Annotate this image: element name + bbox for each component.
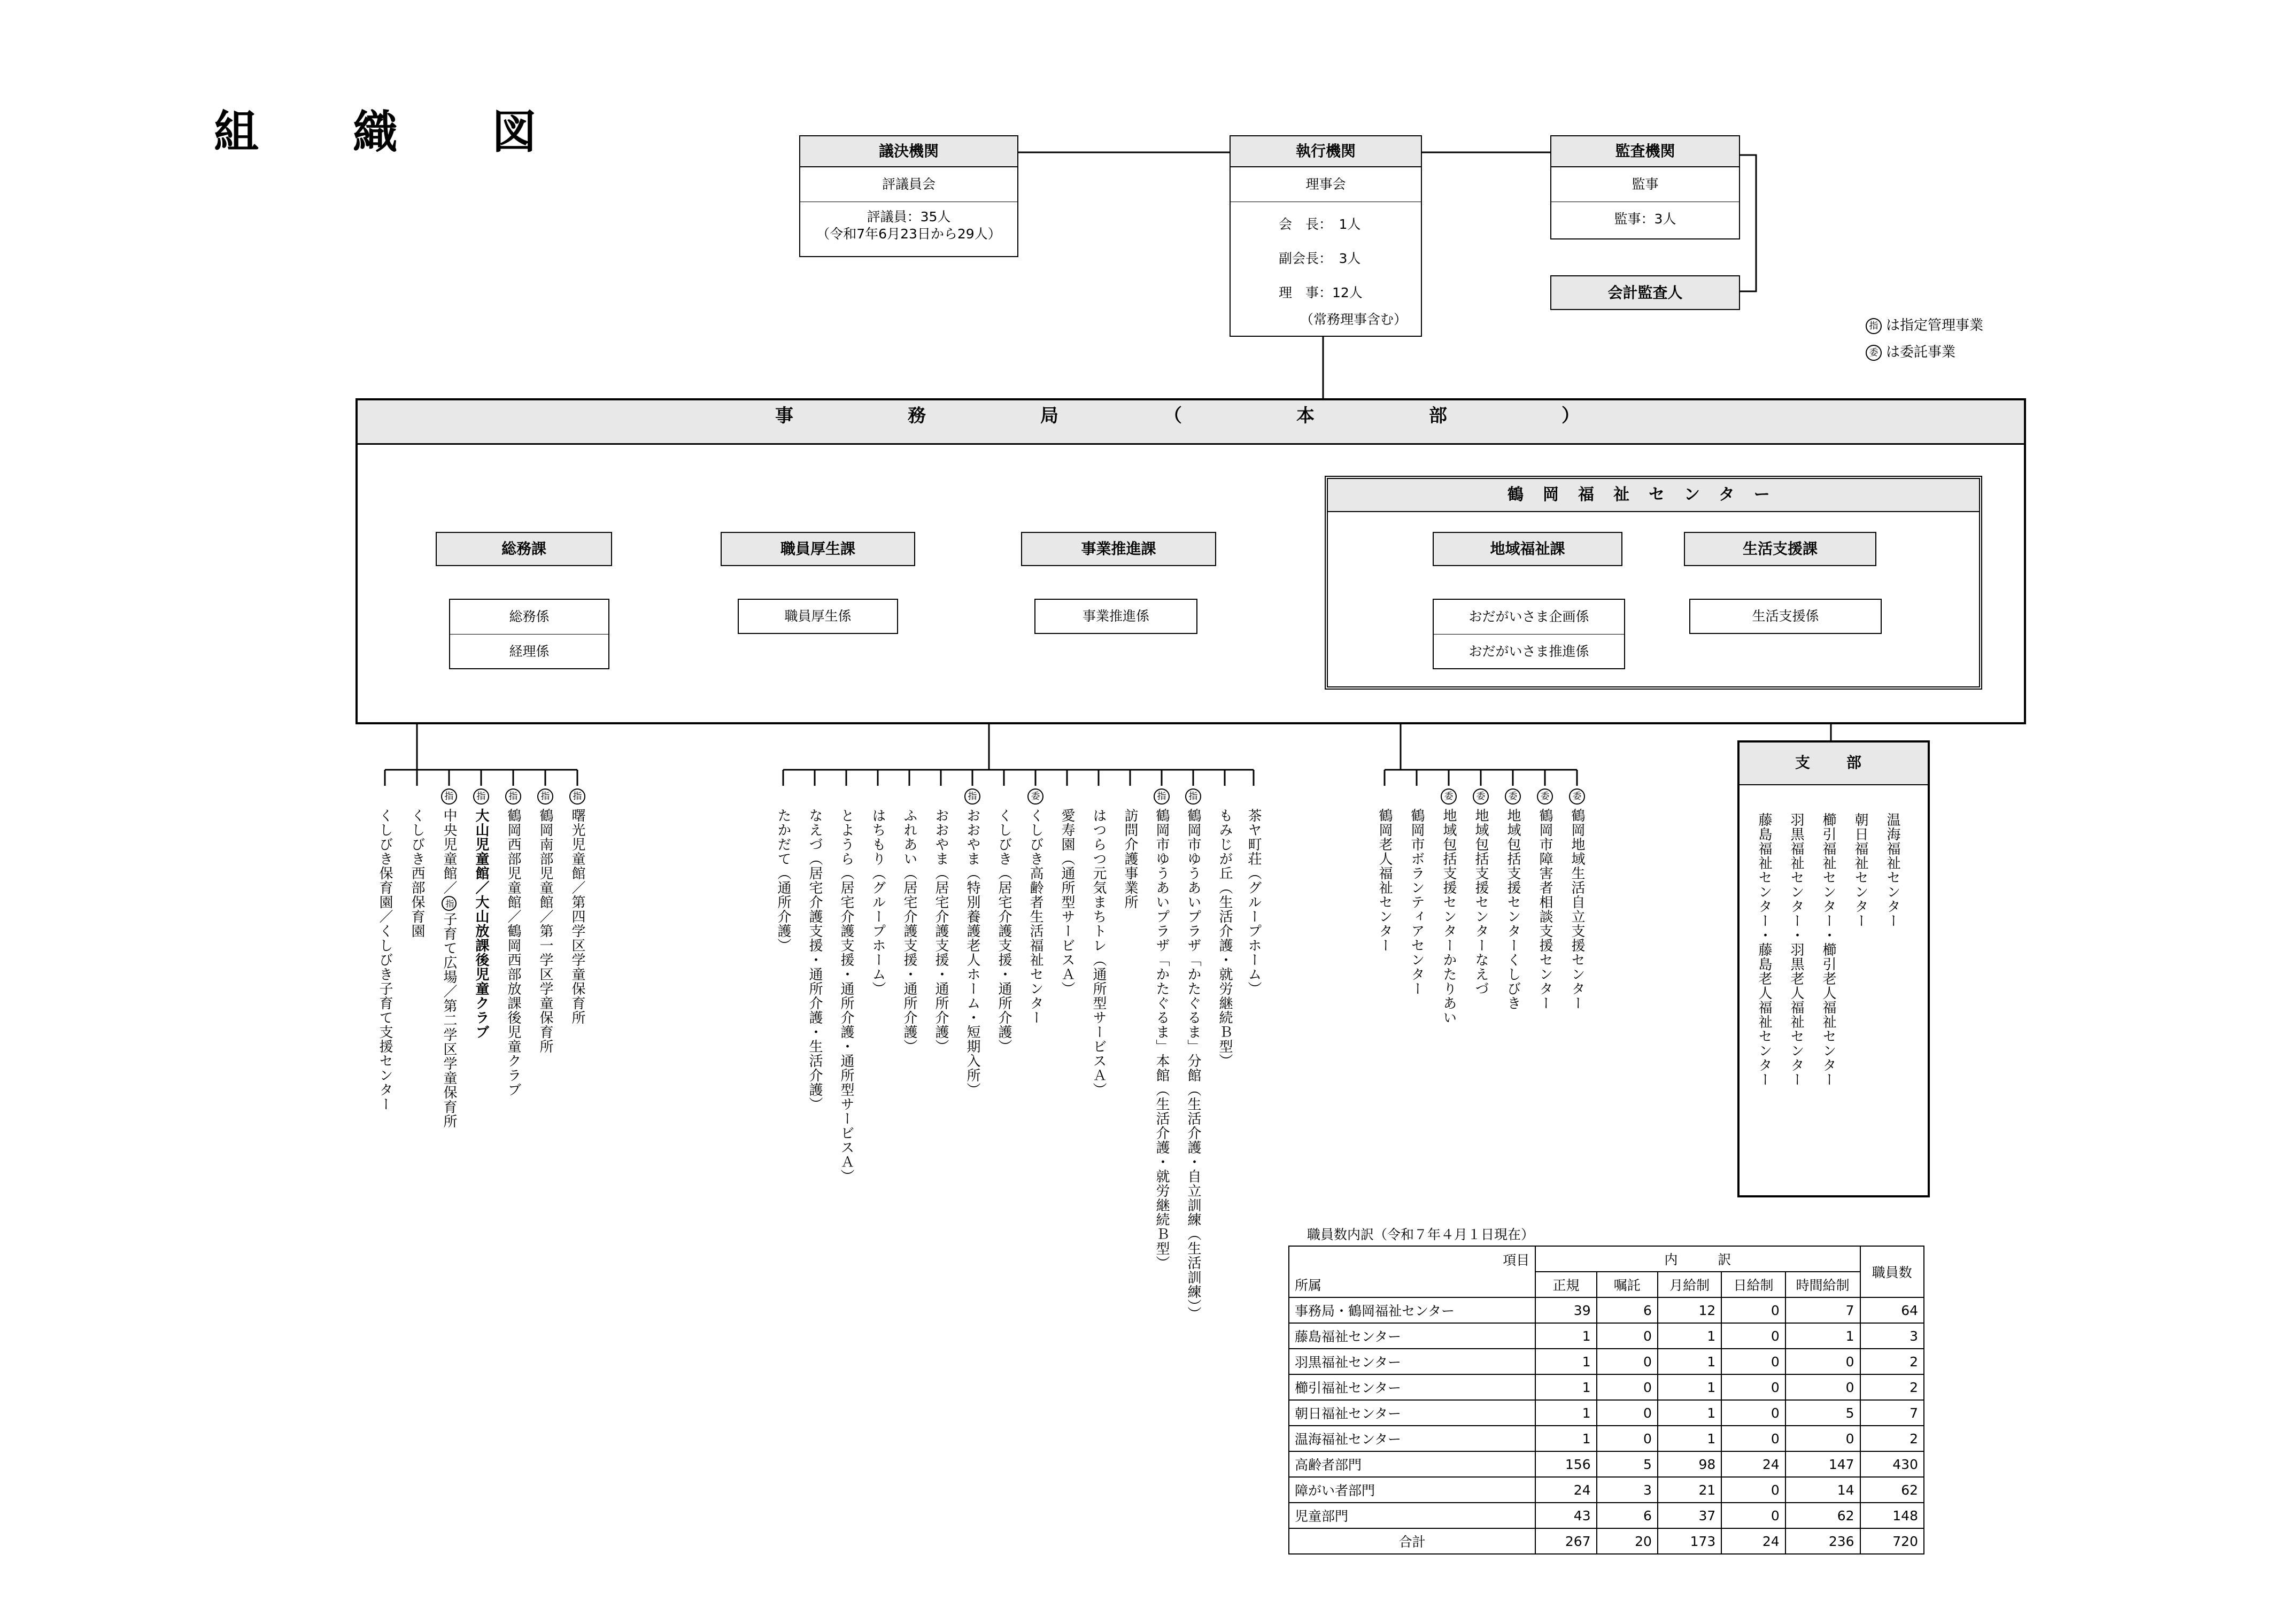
board-members: [1231, 202, 1421, 329]
table-row: [1289, 1374, 1924, 1400]
corner-bottom: 所属: [1289, 1272, 1535, 1297]
cell: 1: [1535, 1426, 1596, 1451]
board-label: 理事会: [1305, 176, 1346, 192]
general-affairs-sections: [449, 599, 609, 669]
cell: 24: [1721, 1528, 1785, 1554]
facility-item: [441, 808, 457, 1128]
section-accounting: 経理係: [450, 634, 608, 669]
facility-item: もみじが丘（生活介護・就労継続Ｂ型）: [1217, 808, 1233, 1068]
designated-mark-icon: 指: [569, 788, 585, 805]
table-row: [1289, 1297, 1924, 1323]
cell: 7: [1785, 1297, 1860, 1323]
cell: 98: [1658, 1451, 1721, 1477]
table-row: [1289, 1400, 1924, 1426]
section-general-affairs: 総務係: [509, 609, 550, 624]
designated-mark-icon: 指: [1185, 788, 1201, 805]
cell: 0: [1721, 1374, 1785, 1400]
commissioned-mark-icon: 委: [1505, 788, 1521, 805]
designated-mark-icon: 指: [1866, 318, 1882, 334]
cell: 0: [1597, 1374, 1658, 1400]
table-row: [1289, 1426, 1924, 1451]
facility-item: 茶ヤ町荘（グループホーム）: [1246, 808, 1262, 996]
council-label: 評議員会: [882, 176, 936, 192]
section-odagaisama-planning: おだがいさま企画係: [1468, 609, 1589, 624]
accounting-auditor-label: 会計監査人: [1551, 276, 1739, 309]
row-name: 児童部門: [1289, 1503, 1535, 1528]
business-promotion-label: 事業推進課: [1022, 533, 1215, 565]
table-row: [1289, 1323, 1924, 1349]
cell: 267: [1535, 1528, 1596, 1554]
cell: 2: [1860, 1426, 1924, 1451]
facility-item: なえづ（居宅介護支援・通所介護・生活介護）: [807, 808, 823, 1111]
cell: 0: [1721, 1503, 1785, 1528]
facility-item: 地域包括支援センターかたりあい: [1441, 808, 1457, 1025]
facility-item-part2: 子育て広場／第二学区学童保育所: [441, 912, 457, 1128]
executive-body-box: [1230, 135, 1422, 337]
cell: 147: [1785, 1451, 1860, 1477]
cell: 1: [1658, 1323, 1721, 1349]
branch-header: 支 部: [1740, 743, 1928, 785]
table-total-row: [1289, 1528, 1924, 1554]
council-count: 評議員：35人: [867, 209, 951, 225]
cell: 62: [1785, 1503, 1860, 1528]
cell: 0: [1721, 1323, 1785, 1349]
corner-top: 項目: [1289, 1246, 1535, 1272]
cell: 148: [1860, 1503, 1924, 1528]
facility-item: 鶴岡西部児童館／鶴岡西部放課後児童クラブ: [505, 808, 521, 1097]
facility-item: たかだて（通所介護）: [775, 808, 791, 953]
cell: 43: [1535, 1503, 1596, 1528]
row-name: 藤島福祉センター: [1289, 1323, 1535, 1349]
cell: 430: [1860, 1451, 1924, 1477]
cell: 0: [1597, 1426, 1658, 1451]
cell: 2: [1860, 1374, 1924, 1400]
cell: 1: [1535, 1400, 1596, 1426]
cell: 20: [1597, 1528, 1658, 1554]
legislative-body-header: 議決機関: [800, 136, 1017, 167]
legislative-body-box: [799, 135, 1018, 257]
row-name: 障がい者部門: [1289, 1477, 1535, 1503]
table-row: [1289, 1477, 1924, 1503]
facility-item: 愛寿園（通所型サービスＡ）: [1059, 808, 1075, 996]
audit-body-header: 監査機関: [1551, 136, 1739, 167]
col-header: 月給制: [1658, 1272, 1721, 1297]
cell: 0: [1721, 1297, 1785, 1323]
facility-item: 鶴岡市ゆうあいプラザ「かたぐるま」分館（生活介護・自立訓練（生活訓練））: [1185, 808, 1201, 1321]
general-affairs-division: [436, 532, 612, 566]
staff-welfare-sections: [738, 599, 898, 634]
business-promotion-division: [1021, 532, 1216, 566]
cell: 21: [1658, 1477, 1721, 1503]
cell: 1: [1658, 1400, 1721, 1426]
designated-mark-icon: 指: [473, 788, 489, 805]
life-support-division: [1684, 532, 1876, 566]
cell: 6: [1597, 1503, 1658, 1528]
community-welfare-sections: [1433, 599, 1625, 669]
section-business-promotion: 事業推進係: [1082, 608, 1149, 624]
business-promotion-sections: [1034, 599, 1197, 634]
cell: 0: [1785, 1374, 1860, 1400]
president-count: 会 長： 1人: [1279, 216, 1361, 232]
total-header: 職員数: [1860, 1246, 1924, 1297]
staff-table-caption: 職員数内訳（令和７年４月１日現在）: [1307, 1227, 1535, 1242]
designated-mark-icon: 指: [505, 788, 521, 805]
cell: 24: [1535, 1477, 1596, 1503]
row-name: 羽黒福祉センター: [1289, 1349, 1535, 1374]
legend-designated: 指 は指定管理事業: [1866, 314, 1983, 334]
cell: 14: [1785, 1477, 1860, 1503]
commissioned-mark-icon: 委: [1569, 788, 1585, 805]
col-header: 嘱託: [1597, 1272, 1658, 1297]
cell: 0: [1721, 1349, 1785, 1374]
commissioned-mark-icon: 委: [1866, 345, 1882, 361]
facility-item: くしびき西部保育園: [409, 808, 425, 938]
cell: 64: [1860, 1297, 1924, 1323]
facility-item: おおやま（居宅介護支援・通所介護）: [933, 808, 949, 1054]
cell: 236: [1785, 1528, 1860, 1554]
facility-item: 大山児童館／大山放課後児童クラブ: [473, 808, 489, 1039]
facility-item: 鶴岡市ゆうあいプラザ「かたぐるま」本館（生活介護・就労継続Ｂ型）: [1154, 808, 1170, 1270]
legend-commissioned: 委 は委託事業: [1866, 341, 1955, 361]
cell: 173: [1658, 1528, 1721, 1554]
cell: 62: [1860, 1477, 1924, 1503]
commissioned-mark-icon: 委: [1473, 788, 1489, 805]
cell: 0: [1721, 1477, 1785, 1503]
facility-item: 地域包括支援センターくしびき: [1505, 808, 1521, 1010]
cell: 0: [1597, 1400, 1658, 1426]
facility-item: くしびき保育園／くしびき子育て支援センター: [377, 808, 393, 1111]
facility-item: 鶴岡南部児童館／第一学区学童保育所: [537, 808, 553, 1054]
cell: 1: [1658, 1374, 1721, 1400]
commissioned-mark-icon: 委: [1441, 788, 1457, 805]
director-note: （常務理事含む）: [1300, 312, 1408, 327]
cell: 156: [1535, 1451, 1596, 1477]
council-note: （令和7年6月23日から29人）: [816, 226, 1001, 242]
col-header: 日給制: [1721, 1272, 1785, 1297]
row-name: 朝日福祉センター: [1289, 1400, 1535, 1426]
col-header: 正規: [1535, 1272, 1596, 1297]
auditor-count: 監事：3人: [1551, 202, 1739, 236]
director-count: 理 事：12人: [1279, 285, 1363, 300]
branch-item: 温海福祉センター: [1884, 813, 1900, 928]
facility-item: 訪問介護事業所: [1122, 808, 1138, 909]
audit-body-box: [1550, 135, 1740, 239]
table-subheader-row: [1289, 1272, 1924, 1297]
facility-item: くしびき高齢者生活福祉センター: [1027, 808, 1043, 1025]
executive-body-header: 執行機関: [1231, 136, 1421, 167]
cell: 0: [1721, 1426, 1785, 1451]
col-header: 時間給制: [1785, 1272, 1860, 1297]
vice-president-count: 副会長： 3人: [1279, 251, 1361, 266]
cell: 1: [1535, 1374, 1596, 1400]
cell: 5: [1785, 1400, 1860, 1426]
cell: 7: [1860, 1400, 1924, 1426]
row-name: 温海福祉センター: [1289, 1426, 1535, 1451]
facility-item: 鶴岡老人福祉センター: [1377, 808, 1393, 953]
cell: 3: [1597, 1477, 1658, 1503]
staff-welfare-division: [721, 532, 915, 566]
cell: 0: [1785, 1349, 1860, 1374]
cell: 0: [1597, 1349, 1658, 1374]
page-title: 組 織 図: [214, 106, 562, 158]
facility-item: 地域包括支援センターなえづ: [1473, 808, 1489, 996]
breakdown-header: 内 訳: [1535, 1246, 1860, 1272]
center-label: 鶴岡福祉センター: [1508, 485, 1789, 504]
commissioned-mark-icon: 委: [1537, 788, 1553, 805]
staff-table: [1288, 1246, 1924, 1555]
section-staff-welfare: 職員厚生係: [784, 608, 852, 624]
cell: 2: [1860, 1349, 1924, 1374]
designated-mark-icon: 指: [442, 896, 457, 911]
staff-welfare-label: 職員厚生課: [722, 533, 914, 565]
cell: 6: [1597, 1297, 1658, 1323]
accounting-auditor-box: [1550, 275, 1740, 310]
cell: 1: [1658, 1426, 1721, 1451]
branch-item: 羽黒福祉センター・羽黒老人福祉センター: [1788, 813, 1804, 1087]
designated-mark-icon: 指: [537, 788, 553, 805]
row-name: 櫛引福祉センター: [1289, 1374, 1535, 1400]
total-row-name: 合計: [1289, 1528, 1535, 1554]
cell: 0: [1597, 1323, 1658, 1349]
cell: 24: [1721, 1451, 1785, 1477]
community-welfare-label: 地域福祉課: [1434, 533, 1621, 565]
facility-item: 曙光児童館／第四学区学童保育所: [569, 808, 585, 1025]
cell: 39: [1535, 1297, 1596, 1323]
facility-item: 鶴岡地域生活自立支援センター: [1569, 808, 1585, 1010]
community-welfare-division: [1433, 532, 1622, 566]
cell: 720: [1860, 1528, 1924, 1554]
section-odagaisama-promotion: おだがいさま推進係: [1434, 634, 1624, 669]
commissioned-mark-icon: 委: [1027, 788, 1043, 805]
designated-mark-icon: 指: [1154, 788, 1170, 805]
facility-item: 鶴岡市障害者相談支援センター: [1537, 808, 1553, 1010]
table-row: [1289, 1451, 1924, 1477]
cell: 1: [1658, 1349, 1721, 1374]
designated-mark-icon: 指: [441, 788, 457, 805]
life-support-sections: [1689, 599, 1882, 634]
auditor-label: 監事: [1632, 176, 1659, 192]
general-affairs-label: 総務課: [437, 533, 611, 565]
row-name: 事務局・鶴岡福祉センター: [1289, 1297, 1535, 1323]
facility-item: はつらつ元気まちトレ（通所型サービスＡ）: [1091, 808, 1107, 1097]
facility-item-part1: 中央児童館／: [441, 808, 457, 895]
branch-item: 櫛引福祉センター・櫛引老人福祉センター: [1820, 813, 1836, 1087]
cell: 1: [1535, 1349, 1596, 1374]
facility-item: はちもり（グループホーム）: [870, 808, 886, 996]
cell: 37: [1658, 1503, 1721, 1528]
facility-item: とようら（居宅介護支援・通所介護・通所型サービスＡ）: [838, 808, 854, 1184]
table-header-row: [1289, 1246, 1924, 1272]
section-life-support: 生活支援係: [1752, 608, 1819, 624]
facility-item: 鶴岡市ボランティアセンター: [1409, 808, 1425, 996]
cell: 3: [1860, 1323, 1924, 1349]
table-row: [1289, 1349, 1924, 1374]
facility-item: おおやま（特別養護老人ホーム・短期入所）: [964, 808, 980, 1097]
designated-mark-icon: 指: [964, 788, 980, 805]
row-name: 高齢者部門: [1289, 1451, 1535, 1477]
branch-item: 藤島福祉センター・藤島老人福祉センター: [1756, 813, 1772, 1087]
council-members: [800, 202, 1017, 242]
facility-item: ふれあい（居宅介護支援・通所介護）: [901, 808, 917, 1054]
cell: 0: [1785, 1426, 1860, 1451]
cell: 12: [1658, 1297, 1721, 1323]
secretariat-label: 事 務 局 （ 本 部 ）: [775, 405, 1628, 427]
tsuruoka-welfare-center-box: [1325, 476, 1982, 690]
cell: 1: [1785, 1323, 1860, 1349]
cell: 5: [1597, 1451, 1658, 1477]
cell: 1: [1535, 1323, 1596, 1349]
branch-item: 朝日福祉センター: [1852, 813, 1868, 928]
life-support-label: 生活支援課: [1685, 533, 1875, 565]
table-row: [1289, 1503, 1924, 1528]
facility-item: くしびき（居宅介護支援・通所介護）: [996, 808, 1012, 1054]
cell: 0: [1721, 1400, 1785, 1426]
